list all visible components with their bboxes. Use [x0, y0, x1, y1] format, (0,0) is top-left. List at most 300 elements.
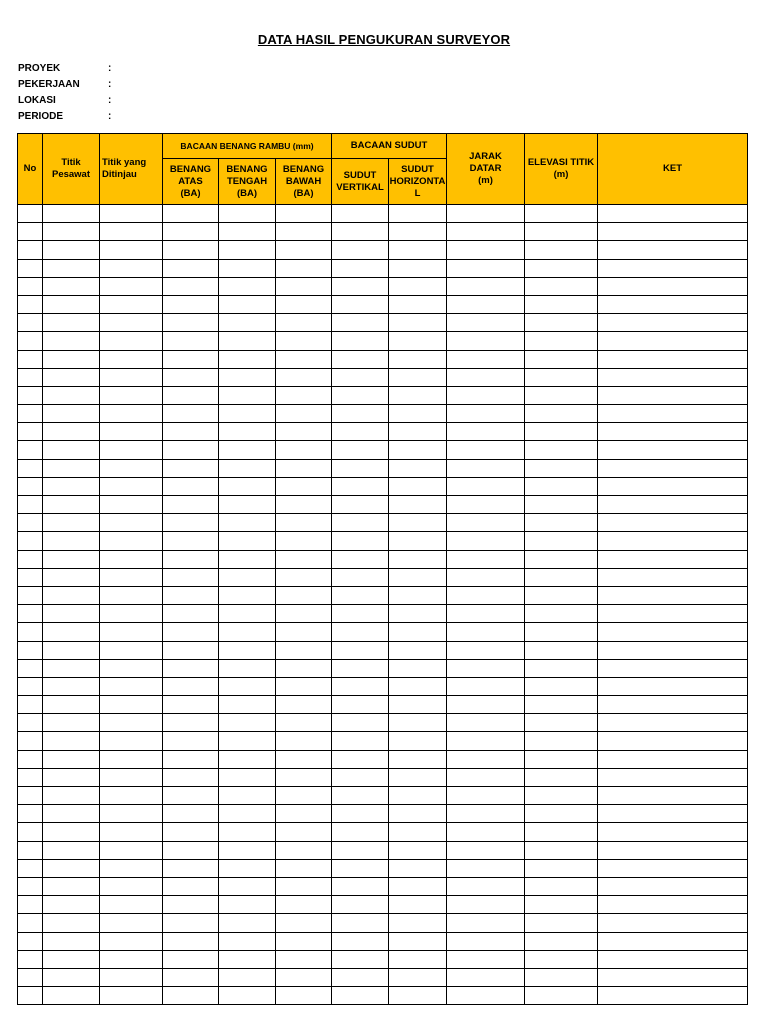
- table-cell[interactable]: [447, 950, 525, 968]
- table-cell[interactable]: [219, 277, 276, 295]
- table-cell[interactable]: [219, 841, 276, 859]
- table-cell[interactable]: [525, 459, 598, 477]
- table-cell[interactable]: [100, 441, 163, 459]
- table-cell[interactable]: [598, 877, 748, 895]
- table-cell[interactable]: [18, 259, 43, 277]
- table-cell[interactable]: [18, 732, 43, 750]
- table-cell[interactable]: [332, 659, 389, 677]
- table-cell[interactable]: [525, 787, 598, 805]
- table-cell[interactable]: [43, 386, 100, 404]
- table-cell[interactable]: [332, 914, 389, 932]
- table-cell[interactable]: [332, 550, 389, 568]
- table-cell[interactable]: [447, 332, 525, 350]
- table-cell[interactable]: [389, 950, 447, 968]
- table-cell[interactable]: [219, 514, 276, 532]
- table-cell[interactable]: [43, 459, 100, 477]
- table-cell[interactable]: [598, 259, 748, 277]
- table-cell[interactable]: [276, 987, 332, 1005]
- table-cell[interactable]: [447, 441, 525, 459]
- table-cell[interactable]: [219, 732, 276, 750]
- table-cell[interactable]: [525, 732, 598, 750]
- table-cell[interactable]: [598, 968, 748, 986]
- table-cell[interactable]: [219, 205, 276, 223]
- table-cell[interactable]: [219, 750, 276, 768]
- table-cell[interactable]: [447, 805, 525, 823]
- table-cell[interactable]: [163, 205, 219, 223]
- table-cell[interactable]: [276, 968, 332, 986]
- table-cell[interactable]: [163, 532, 219, 550]
- table-cell[interactable]: [389, 932, 447, 950]
- table-cell[interactable]: [598, 532, 748, 550]
- table-cell[interactable]: [219, 914, 276, 932]
- table-cell[interactable]: [18, 641, 43, 659]
- table-cell[interactable]: [18, 896, 43, 914]
- table-cell[interactable]: [163, 223, 219, 241]
- table-cell[interactable]: [332, 205, 389, 223]
- table-cell[interactable]: [100, 732, 163, 750]
- table-cell[interactable]: [332, 968, 389, 986]
- table-cell[interactable]: [219, 332, 276, 350]
- table-cell[interactable]: [43, 259, 100, 277]
- table-cell[interactable]: [598, 241, 748, 259]
- table-cell[interactable]: [332, 386, 389, 404]
- table-cell[interactable]: [18, 477, 43, 495]
- table-cell[interactable]: [43, 423, 100, 441]
- table-cell[interactable]: [598, 550, 748, 568]
- table-cell[interactable]: [43, 732, 100, 750]
- table-cell[interactable]: [219, 950, 276, 968]
- table-cell[interactable]: [332, 350, 389, 368]
- table-cell[interactable]: [389, 823, 447, 841]
- table-cell[interactable]: [525, 823, 598, 841]
- table-cell[interactable]: [18, 823, 43, 841]
- table-cell[interactable]: [100, 841, 163, 859]
- table-cell[interactable]: [100, 641, 163, 659]
- table-cell[interactable]: [332, 423, 389, 441]
- table-cell[interactable]: [18, 368, 43, 386]
- table-cell[interactable]: [332, 787, 389, 805]
- table-cell[interactable]: [447, 623, 525, 641]
- table-cell[interactable]: [43, 532, 100, 550]
- table-cell[interactable]: [332, 441, 389, 459]
- table-cell[interactable]: [100, 605, 163, 623]
- table-cell[interactable]: [100, 223, 163, 241]
- table-cell[interactable]: [447, 987, 525, 1005]
- table-cell[interactable]: [447, 205, 525, 223]
- table-cell[interactable]: [219, 586, 276, 604]
- table-cell[interactable]: [43, 314, 100, 332]
- table-cell[interactable]: [43, 514, 100, 532]
- table-cell[interactable]: [100, 386, 163, 404]
- table-cell[interactable]: [332, 259, 389, 277]
- table-cell[interactable]: [18, 350, 43, 368]
- table-cell[interactable]: [447, 787, 525, 805]
- table-cell[interactable]: [598, 277, 748, 295]
- table-cell[interactable]: [219, 423, 276, 441]
- table-cell[interactable]: [276, 386, 332, 404]
- table-cell[interactable]: [332, 477, 389, 495]
- table-cell[interactable]: [18, 459, 43, 477]
- table-cell[interactable]: [276, 914, 332, 932]
- table-cell[interactable]: [276, 659, 332, 677]
- table-cell[interactable]: [276, 568, 332, 586]
- table-cell[interactable]: [389, 623, 447, 641]
- table-cell[interactable]: [276, 623, 332, 641]
- table-cell[interactable]: [389, 332, 447, 350]
- table-cell[interactable]: [332, 314, 389, 332]
- table-cell[interactable]: [389, 696, 447, 714]
- table-cell[interactable]: [100, 859, 163, 877]
- table-cell[interactable]: [163, 423, 219, 441]
- table-cell[interactable]: [43, 350, 100, 368]
- table-cell[interactable]: [43, 641, 100, 659]
- table-cell[interactable]: [18, 623, 43, 641]
- table-cell[interactable]: [163, 823, 219, 841]
- table-cell[interactable]: [18, 568, 43, 586]
- table-cell[interactable]: [525, 568, 598, 586]
- table-cell[interactable]: [43, 605, 100, 623]
- table-cell[interactable]: [163, 623, 219, 641]
- table-cell[interactable]: [18, 677, 43, 695]
- table-cell[interactable]: [525, 241, 598, 259]
- table-cell[interactable]: [598, 750, 748, 768]
- table-cell[interactable]: [598, 932, 748, 950]
- table-cell[interactable]: [389, 987, 447, 1005]
- table-cell[interactable]: [163, 332, 219, 350]
- table-cell[interactable]: [389, 405, 447, 423]
- table-cell[interactable]: [163, 787, 219, 805]
- table-cell[interactable]: [447, 841, 525, 859]
- table-cell[interactable]: [276, 295, 332, 313]
- table-cell[interactable]: [447, 423, 525, 441]
- table-cell[interactable]: [43, 932, 100, 950]
- table-cell[interactable]: [447, 459, 525, 477]
- table-cell[interactable]: [163, 277, 219, 295]
- table-cell[interactable]: [43, 586, 100, 604]
- table-cell[interactable]: [219, 605, 276, 623]
- table-cell[interactable]: [389, 659, 447, 677]
- table-cell[interactable]: [100, 477, 163, 495]
- table-cell[interactable]: [18, 332, 43, 350]
- table-cell[interactable]: [447, 259, 525, 277]
- table-cell[interactable]: [276, 641, 332, 659]
- table-cell[interactable]: [447, 823, 525, 841]
- table-cell[interactable]: [389, 532, 447, 550]
- table-cell[interactable]: [219, 405, 276, 423]
- table-cell[interactable]: [598, 459, 748, 477]
- table-cell[interactable]: [163, 968, 219, 986]
- table-cell[interactable]: [43, 241, 100, 259]
- table-cell[interactable]: [18, 423, 43, 441]
- table-cell[interactable]: [276, 459, 332, 477]
- table-cell[interactable]: [447, 223, 525, 241]
- table-cell[interactable]: [18, 405, 43, 423]
- table-cell[interactable]: [598, 514, 748, 532]
- table-cell[interactable]: [332, 641, 389, 659]
- table-cell[interactable]: [332, 677, 389, 695]
- table-cell[interactable]: [389, 877, 447, 895]
- table-cell[interactable]: [525, 532, 598, 550]
- table-cell[interactable]: [276, 896, 332, 914]
- table-cell[interactable]: [276, 787, 332, 805]
- table-cell[interactable]: [43, 841, 100, 859]
- table-cell[interactable]: [525, 987, 598, 1005]
- table-cell[interactable]: [100, 714, 163, 732]
- table-cell[interactable]: [163, 641, 219, 659]
- table-cell[interactable]: [219, 386, 276, 404]
- table-cell[interactable]: [100, 623, 163, 641]
- table-cell[interactable]: [163, 932, 219, 950]
- table-cell[interactable]: [447, 877, 525, 895]
- table-cell[interactable]: [18, 859, 43, 877]
- table-cell[interactable]: [598, 477, 748, 495]
- table-cell[interactable]: [100, 932, 163, 950]
- table-cell[interactable]: [18, 914, 43, 932]
- table-cell[interactable]: [18, 295, 43, 313]
- table-cell[interactable]: [43, 405, 100, 423]
- table-cell[interactable]: [447, 295, 525, 313]
- table-cell[interactable]: [525, 314, 598, 332]
- table-cell[interactable]: [276, 750, 332, 768]
- table-cell[interactable]: [389, 605, 447, 623]
- table-cell[interactable]: [276, 496, 332, 514]
- table-cell[interactable]: [332, 623, 389, 641]
- table-cell[interactable]: [447, 714, 525, 732]
- table-cell[interactable]: [389, 514, 447, 532]
- table-cell[interactable]: [332, 405, 389, 423]
- table-cell[interactable]: [219, 859, 276, 877]
- table-cell[interactable]: [219, 968, 276, 986]
- table-cell[interactable]: [100, 568, 163, 586]
- table-cell[interactable]: [525, 750, 598, 768]
- table-cell[interactable]: [525, 441, 598, 459]
- table-cell[interactable]: [598, 623, 748, 641]
- table-cell[interactable]: [332, 223, 389, 241]
- table-cell[interactable]: [163, 896, 219, 914]
- table-cell[interactable]: [18, 277, 43, 295]
- table-cell[interactable]: [598, 605, 748, 623]
- table-cell[interactable]: [389, 896, 447, 914]
- table-cell[interactable]: [219, 768, 276, 786]
- table-cell[interactable]: [18, 768, 43, 786]
- table-cell[interactable]: [447, 932, 525, 950]
- table-cell[interactable]: [525, 605, 598, 623]
- table-cell[interactable]: [525, 368, 598, 386]
- table-cell[interactable]: [447, 896, 525, 914]
- table-cell[interactable]: [389, 677, 447, 695]
- table-cell[interactable]: [219, 714, 276, 732]
- table-cell[interactable]: [163, 987, 219, 1005]
- table-cell[interactable]: [163, 768, 219, 786]
- table-cell[interactable]: [598, 441, 748, 459]
- table-cell[interactable]: [598, 223, 748, 241]
- table-cell[interactable]: [598, 841, 748, 859]
- table-cell[interactable]: [525, 877, 598, 895]
- table-cell[interactable]: [100, 295, 163, 313]
- table-cell[interactable]: [598, 732, 748, 750]
- table-cell[interactable]: [219, 496, 276, 514]
- table-cell[interactable]: [332, 877, 389, 895]
- table-cell[interactable]: [525, 968, 598, 986]
- table-cell[interactable]: [598, 314, 748, 332]
- table-cell[interactable]: [276, 477, 332, 495]
- table-cell[interactable]: [163, 405, 219, 423]
- table-cell[interactable]: [598, 677, 748, 695]
- table-cell[interactable]: [598, 332, 748, 350]
- table-cell[interactable]: [100, 768, 163, 786]
- table-cell[interactable]: [276, 405, 332, 423]
- table-cell[interactable]: [276, 605, 332, 623]
- table-cell[interactable]: [18, 586, 43, 604]
- table-cell[interactable]: [43, 441, 100, 459]
- table-cell[interactable]: [598, 787, 748, 805]
- table-cell[interactable]: [18, 987, 43, 1005]
- table-cell[interactable]: [447, 641, 525, 659]
- table-cell[interactable]: [389, 295, 447, 313]
- table-cell[interactable]: [163, 859, 219, 877]
- table-cell[interactable]: [100, 987, 163, 1005]
- table-cell[interactable]: [332, 532, 389, 550]
- table-cell[interactable]: [276, 532, 332, 550]
- table-cell[interactable]: [276, 205, 332, 223]
- table-cell[interactable]: [219, 623, 276, 641]
- table-cell[interactable]: [276, 277, 332, 295]
- table-cell[interactable]: [276, 696, 332, 714]
- table-cell[interactable]: [525, 859, 598, 877]
- table-cell[interactable]: [525, 550, 598, 568]
- table-cell[interactable]: [163, 368, 219, 386]
- table-cell[interactable]: [332, 459, 389, 477]
- table-cell[interactable]: [100, 950, 163, 968]
- table-cell[interactable]: [163, 732, 219, 750]
- table-cell[interactable]: [598, 496, 748, 514]
- table-cell[interactable]: [219, 677, 276, 695]
- table-cell[interactable]: [163, 914, 219, 932]
- table-cell[interactable]: [219, 987, 276, 1005]
- table-cell[interactable]: [163, 386, 219, 404]
- table-cell[interactable]: [100, 550, 163, 568]
- table-cell[interactable]: [18, 605, 43, 623]
- table-cell[interactable]: [525, 896, 598, 914]
- table-cell[interactable]: [276, 714, 332, 732]
- table-cell[interactable]: [447, 496, 525, 514]
- table-cell[interactable]: [43, 968, 100, 986]
- table-cell[interactable]: [43, 768, 100, 786]
- table-cell[interactable]: [525, 423, 598, 441]
- table-cell[interactable]: [43, 677, 100, 695]
- table-cell[interactable]: [598, 714, 748, 732]
- table-cell[interactable]: [447, 568, 525, 586]
- table-cell[interactable]: [389, 314, 447, 332]
- table-cell[interactable]: [276, 368, 332, 386]
- table-cell[interactable]: [100, 368, 163, 386]
- table-cell[interactable]: [43, 550, 100, 568]
- table-cell[interactable]: [100, 677, 163, 695]
- table-cell[interactable]: [163, 841, 219, 859]
- table-cell[interactable]: [332, 295, 389, 313]
- table-cell[interactable]: [219, 659, 276, 677]
- table-cell[interactable]: [447, 241, 525, 259]
- table-cell[interactable]: [219, 459, 276, 477]
- table-cell[interactable]: [525, 223, 598, 241]
- table-cell[interactable]: [219, 932, 276, 950]
- table-cell[interactable]: [163, 586, 219, 604]
- table-cell[interactable]: [525, 496, 598, 514]
- table-cell[interactable]: [18, 314, 43, 332]
- table-cell[interactable]: [276, 586, 332, 604]
- table-cell[interactable]: [389, 859, 447, 877]
- table-cell[interactable]: [100, 405, 163, 423]
- table-cell[interactable]: [163, 605, 219, 623]
- table-cell[interactable]: [389, 787, 447, 805]
- table-cell[interactable]: [525, 714, 598, 732]
- table-cell[interactable]: [389, 459, 447, 477]
- table-cell[interactable]: [100, 423, 163, 441]
- table-cell[interactable]: [598, 696, 748, 714]
- table-cell[interactable]: [598, 405, 748, 423]
- table-cell[interactable]: [18, 750, 43, 768]
- table-cell[interactable]: [598, 950, 748, 968]
- table-cell[interactable]: [100, 459, 163, 477]
- table-cell[interactable]: [43, 223, 100, 241]
- table-cell[interactable]: [389, 477, 447, 495]
- table-cell[interactable]: [219, 896, 276, 914]
- table-cell[interactable]: [43, 787, 100, 805]
- table-cell[interactable]: [100, 968, 163, 986]
- table-cell[interactable]: [525, 659, 598, 677]
- table-cell[interactable]: [43, 368, 100, 386]
- table-cell[interactable]: [219, 314, 276, 332]
- table-cell[interactable]: [163, 696, 219, 714]
- table-cell[interactable]: [276, 259, 332, 277]
- table-cell[interactable]: [163, 350, 219, 368]
- table-cell[interactable]: [332, 841, 389, 859]
- table-cell[interactable]: [43, 659, 100, 677]
- table-cell[interactable]: [276, 823, 332, 841]
- table-cell[interactable]: [332, 496, 389, 514]
- table-cell[interactable]: [18, 223, 43, 241]
- table-cell[interactable]: [18, 841, 43, 859]
- table-cell[interactable]: [598, 368, 748, 386]
- table-cell[interactable]: [100, 896, 163, 914]
- table-cell[interactable]: [276, 859, 332, 877]
- table-cell[interactable]: [219, 641, 276, 659]
- table-cell[interactable]: [219, 441, 276, 459]
- table-cell[interactable]: [43, 332, 100, 350]
- table-cell[interactable]: [163, 496, 219, 514]
- table-cell[interactable]: [525, 259, 598, 277]
- table-cell[interactable]: [43, 896, 100, 914]
- table-cell[interactable]: [219, 805, 276, 823]
- table-cell[interactable]: [389, 241, 447, 259]
- table-cell[interactable]: [43, 877, 100, 895]
- table-cell[interactable]: [598, 987, 748, 1005]
- table-cell[interactable]: [525, 696, 598, 714]
- table-cell[interactable]: [276, 241, 332, 259]
- table-cell[interactable]: [43, 477, 100, 495]
- table-cell[interactable]: [43, 987, 100, 1005]
- table-cell[interactable]: [43, 750, 100, 768]
- table-cell[interactable]: [598, 768, 748, 786]
- table-cell[interactable]: [100, 696, 163, 714]
- table-cell[interactable]: [447, 532, 525, 550]
- table-cell[interactable]: [447, 550, 525, 568]
- table-cell[interactable]: [276, 677, 332, 695]
- table-cell[interactable]: [219, 368, 276, 386]
- table-cell[interactable]: [276, 841, 332, 859]
- table-cell[interactable]: [100, 805, 163, 823]
- table-cell[interactable]: [276, 350, 332, 368]
